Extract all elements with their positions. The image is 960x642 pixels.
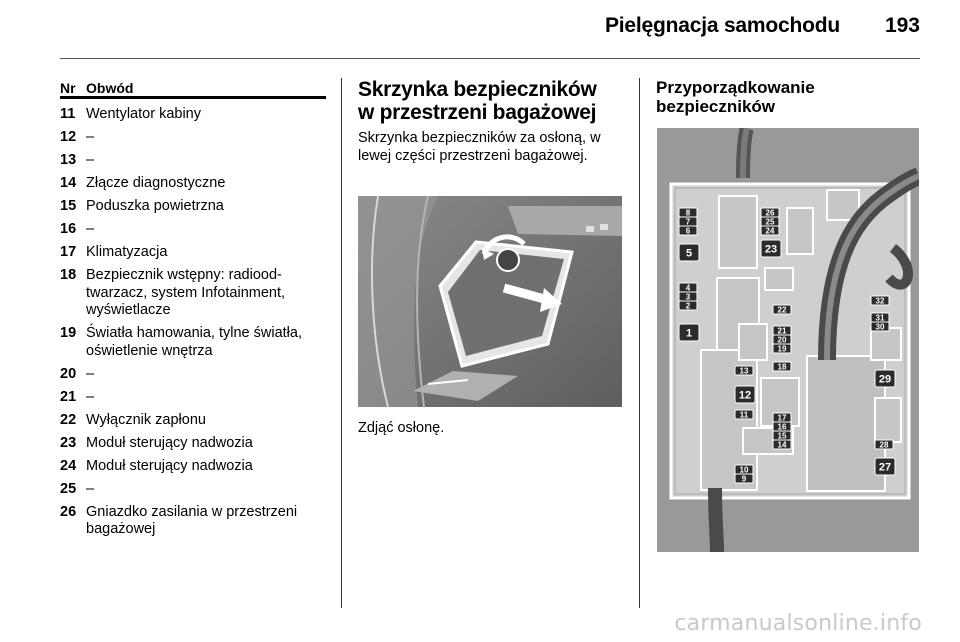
fuse-label [761, 217, 779, 227]
table-header-rule [60, 96, 326, 99]
fuse-label-text: 9 [741, 474, 747, 484]
fuse-assignment-heading-line2: bezpieczników [656, 97, 776, 116]
fuse-label [875, 370, 895, 387]
watermark: carmanualsonline.info [674, 611, 922, 636]
fuse-label-text: 21 [777, 326, 787, 336]
fuse-label [679, 208, 697, 218]
fuse-label-text: 26 [765, 208, 775, 218]
fuse-number: 17 [60, 244, 77, 260]
table-row [60, 412, 326, 430]
fuse-label-text: 12 [738, 389, 752, 402]
fuse-circuit: – [86, 388, 95, 405]
fuse-label-text: 16 [777, 422, 787, 432]
fuse-number: 26 [60, 503, 77, 520]
fuse-label [871, 313, 889, 323]
fuse-label-text: 8 [685, 208, 691, 218]
fuse-label [735, 366, 753, 376]
section-body: Skrzynka bezpieczników za osłoną, w lewej części przestrzeni bagażowej. [358, 130, 601, 164]
fuse-label [679, 324, 699, 341]
fuse-circuit: Klimatyzacja [86, 244, 168, 260]
table-row [60, 198, 326, 216]
fuse-number: 16 [60, 221, 77, 237]
fuse-assignment-heading-line1: Przyporządkowanie [656, 78, 815, 97]
fuse-circuit: – [86, 480, 95, 497]
fuse-number: 23 [60, 434, 77, 451]
column-divider-left [341, 78, 342, 608]
table-row [60, 244, 326, 262]
fuse-label-text: 13 [739, 366, 749, 376]
fuse-label [679, 244, 699, 261]
fuse-label-text: 1 [685, 327, 693, 340]
section-heading [358, 78, 626, 124]
fuse-assignment-heading [656, 78, 922, 116]
fuse-circuit: – [86, 129, 95, 145]
fuse-label-text: 25 [765, 217, 775, 227]
table-row [60, 481, 326, 499]
fuse-label [871, 322, 889, 332]
trunk-cover-illustration [358, 196, 622, 407]
fuse-label-text: 22 [777, 305, 787, 315]
fuse-label-text: 4 [685, 283, 691, 293]
fuse-label [773, 344, 791, 354]
fuse-circuit: Wentylator kabiny [86, 106, 201, 122]
fuse-circuit: – [86, 152, 95, 168]
fuse-number: 19 [60, 325, 77, 341]
table-row [60, 129, 326, 147]
fuse-label [773, 413, 791, 423]
fuse-number: 15 [60, 198, 77, 214]
right-column [656, 78, 922, 484]
fuse-circuit: Wyłącznik zapłonu [86, 411, 206, 428]
fuse-label-text: 15 [777, 431, 787, 441]
fuse-number: 21 [60, 388, 77, 405]
fuse-label [773, 422, 791, 432]
fuse-number: 11 [60, 106, 76, 122]
fuse-label-text: 24 [765, 226, 775, 236]
fuse-circuit: Światła hamowania, tylne światła, oświetlenie wnętrza [86, 325, 302, 359]
fuse-label-text: 23 [764, 243, 778, 256]
fuse-number: 13 [60, 152, 77, 168]
column-divider-right [639, 78, 640, 608]
fuse-circuit: Moduł sterujący nadwozia [86, 457, 253, 474]
table-row [60, 458, 326, 476]
fuse-label-text: 10 [739, 465, 749, 475]
table-header [60, 80, 326, 96]
fuse-label-text: 17 [777, 413, 787, 423]
fuse-label [773, 326, 791, 336]
fuse-label [773, 305, 791, 315]
fuse-label [735, 410, 753, 420]
section-heading-line1: Skrzynka bezpieczników [358, 78, 597, 101]
fuse-number: 20 [60, 365, 77, 382]
fuse-label [761, 240, 781, 257]
fuse-circuit: – [86, 365, 95, 382]
fuse-label [679, 301, 697, 311]
fuse-label [773, 440, 791, 450]
table-body [60, 106, 326, 539]
fuse-label-text: 18 [777, 362, 787, 372]
fuse-label [679, 217, 697, 227]
fuse-label [735, 474, 753, 484]
fuse-circuit: Moduł sterujący nadwozia [86, 434, 253, 451]
fuse-label [871, 296, 889, 306]
column-header-circuit: Obwód [86, 80, 134, 96]
section-heading-line2: w przestrzeni bagażowej [358, 101, 597, 124]
fuse-circuit: – [86, 221, 95, 237]
fuse-label-text: 32 [875, 296, 885, 306]
table-row [60, 435, 326, 453]
header-title: Pielęgnacja samochodu [604, 14, 840, 37]
fuse-label [761, 226, 779, 236]
fuse-label-text: 14 [777, 440, 787, 450]
header-divider [60, 58, 920, 59]
fuse-label [773, 335, 791, 345]
fuse-label [679, 292, 697, 302]
fuse-label-text: 7 [685, 217, 691, 227]
fuse-label-text: 2 [685, 301, 691, 311]
fuse-label [875, 458, 895, 475]
table-row [60, 325, 326, 360]
fuse-label-text: 31 [875, 313, 885, 323]
table-row [60, 389, 326, 407]
table-row [60, 267, 326, 320]
fuse-number: 14 [60, 175, 77, 191]
table-row [60, 366, 326, 384]
fuse-number: 25 [60, 480, 77, 497]
fuse-label-text: 30 [875, 322, 885, 332]
table-row [60, 106, 326, 124]
fuse-label [875, 440, 893, 450]
fuse-box-diagram [657, 128, 919, 552]
fuse-label [773, 362, 791, 372]
fuse-label-text: 20 [777, 335, 787, 345]
table-row [60, 152, 326, 170]
fuse-label [679, 283, 697, 293]
fuse-table [60, 80, 326, 544]
fuse-circuit: Złącze diagnostyczne [86, 175, 226, 191]
fuse-label-text: 29 [878, 373, 892, 386]
fuse-label [735, 386, 755, 403]
column-header-nr: Nr [60, 80, 76, 96]
table-row [60, 504, 326, 539]
fuse-label [735, 465, 753, 475]
photo-caption: Zdjąć osłonę. [358, 420, 445, 436]
fuse-label [761, 208, 779, 218]
fuse-circuit: Gniazdko zasilania w przestrzeni bagażowej [86, 503, 298, 537]
fuse-circuit: Poduszka powietrzna [86, 198, 224, 214]
fuse-circuit: Bezpiecznik wstępny: radioodtwarzacz, system Infotainment, wyświetlacze [86, 267, 286, 318]
fuse-label [773, 431, 791, 441]
fuse-number: 22 [60, 411, 77, 428]
fuse-label-text: 28 [879, 440, 889, 450]
table-row [60, 175, 326, 193]
fuse-label-text: 5 [685, 247, 693, 260]
fuse-number: 18 [60, 267, 77, 283]
table-row [60, 221, 326, 239]
page-number: 193 [884, 14, 920, 37]
fuse-number: 24 [60, 457, 77, 474]
fuse-number: 12 [60, 129, 77, 145]
fuse-label-text: 27 [878, 461, 892, 474]
fuse-label [679, 226, 697, 236]
middle-column [358, 78, 626, 436]
fuse-label-text: 3 [685, 292, 691, 302]
fuse-label-text: 19 [777, 344, 787, 354]
fuse-label-text: 6 [685, 226, 691, 236]
fuse-label-text: 11 [739, 410, 749, 420]
